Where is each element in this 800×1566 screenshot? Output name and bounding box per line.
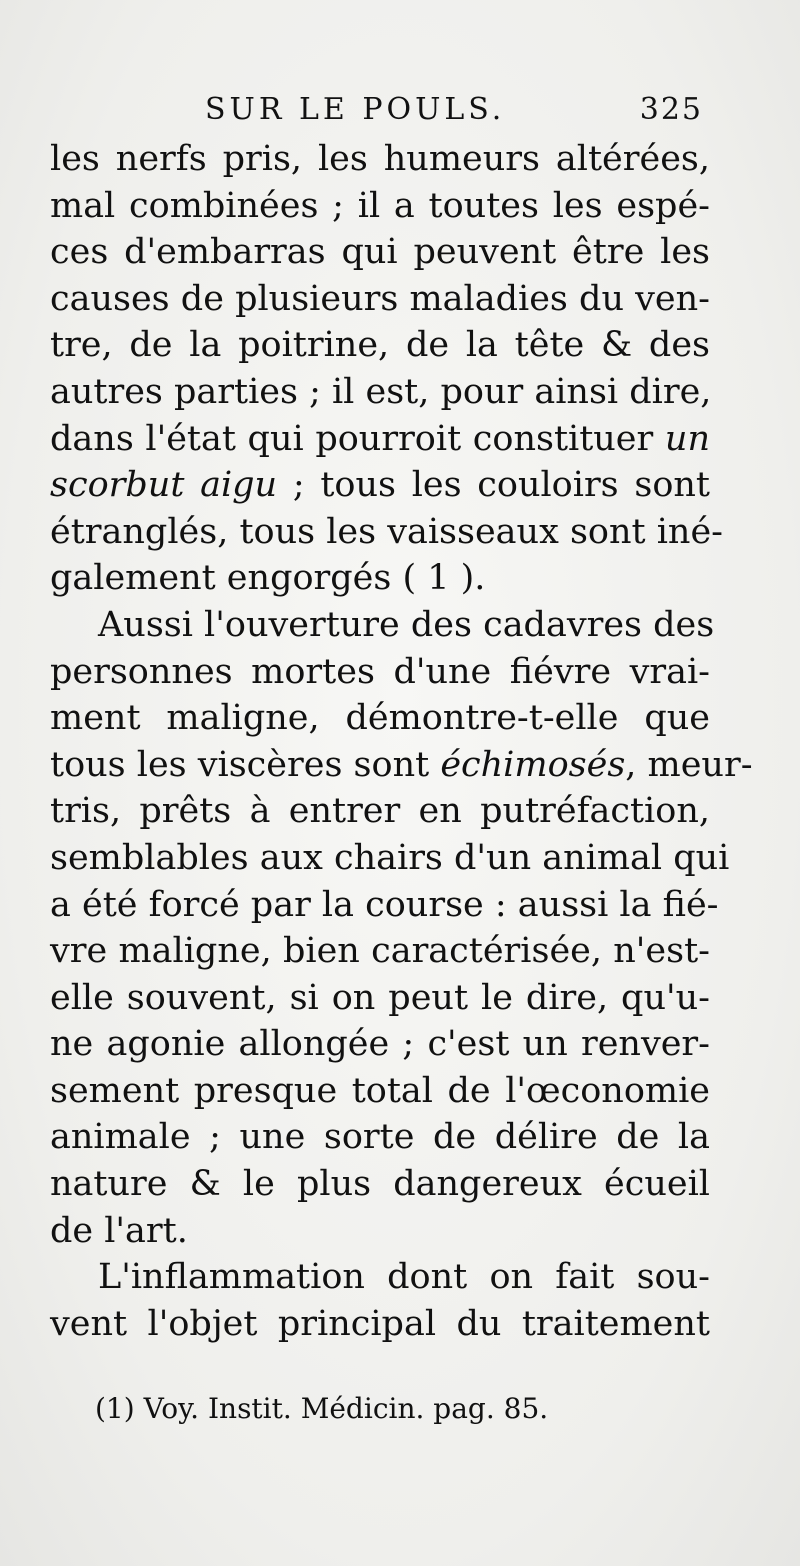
text-line: vent l'objet principal du traitement xyxy=(50,1303,710,1344)
text-line: semblables aux chairs d'un animal qui xyxy=(50,837,730,878)
page-number: 325 xyxy=(639,92,703,127)
italic-segment: scorbut aigu xyxy=(50,465,278,506)
text-segment: , meur- xyxy=(625,744,753,785)
text-line: étranglés, tous les vaisseaux sont iné- xyxy=(50,511,723,552)
italic-segment: échimosés xyxy=(440,744,626,785)
text-segment: dans l'état qui pourroit constituer xyxy=(50,418,654,459)
paragraph-start-line: L'inflammation dont on fait sou- xyxy=(98,1257,710,1298)
paragraph-start-line: Aussi l'ouverture des cadavres des xyxy=(98,604,715,645)
text-line: galement engorgés ( 1 ). xyxy=(50,558,486,599)
text-line: autres parties ; il est, pour ainsi dire, xyxy=(50,371,712,412)
text-line xyxy=(50,742,753,789)
text-line: elle souvent, si on peut le dire, qu'u- xyxy=(50,977,710,1018)
text-line: nature & le plus dangereux écueil xyxy=(50,1164,710,1205)
main-text xyxy=(50,136,753,1347)
text-line xyxy=(50,416,710,463)
text-line: ment maligne, démontre-t-elle que xyxy=(50,698,710,739)
text-line: vre maligne, bien caractérisée, n'est- xyxy=(50,931,710,972)
text-segment: ; tous les couloirs sont xyxy=(292,465,710,506)
italic-segment: un xyxy=(664,418,710,459)
text-line: sement presque total de l'œconomie xyxy=(50,1070,710,1111)
text-line: tre, de la poitrine, de la tête & des xyxy=(50,325,710,366)
text-line: ne agonie allongée ; c'est un renver- xyxy=(50,1024,710,1065)
text-line: tris, prêts à entrer en putréfaction, xyxy=(50,791,710,832)
running-head xyxy=(205,92,715,136)
text-line: ces d'embarras qui peuvent être les xyxy=(50,232,710,273)
text-line: a été forcé par la course : aussi la fié- xyxy=(50,884,719,925)
text-line: personnes mortes d'une fiévre vrai- xyxy=(50,651,710,692)
text-line: causes de plusieurs maladies du ven- xyxy=(50,278,710,319)
text-line: les nerfs pris, les humeurs altérées, xyxy=(50,139,710,179)
footnote: (1) Voy. Instit. Médicin. pag. 85. xyxy=(95,1392,549,1425)
text-segment: tous les viscères sont xyxy=(50,744,430,785)
text-line xyxy=(50,462,710,509)
text-line: de l'art. xyxy=(50,1210,188,1251)
running-title: SUR LE POULS. xyxy=(205,92,506,127)
text-line: animale ; une sorte de délire de la xyxy=(50,1117,710,1158)
text-line: mal combinées ; il a toutes les espé- xyxy=(50,185,710,226)
